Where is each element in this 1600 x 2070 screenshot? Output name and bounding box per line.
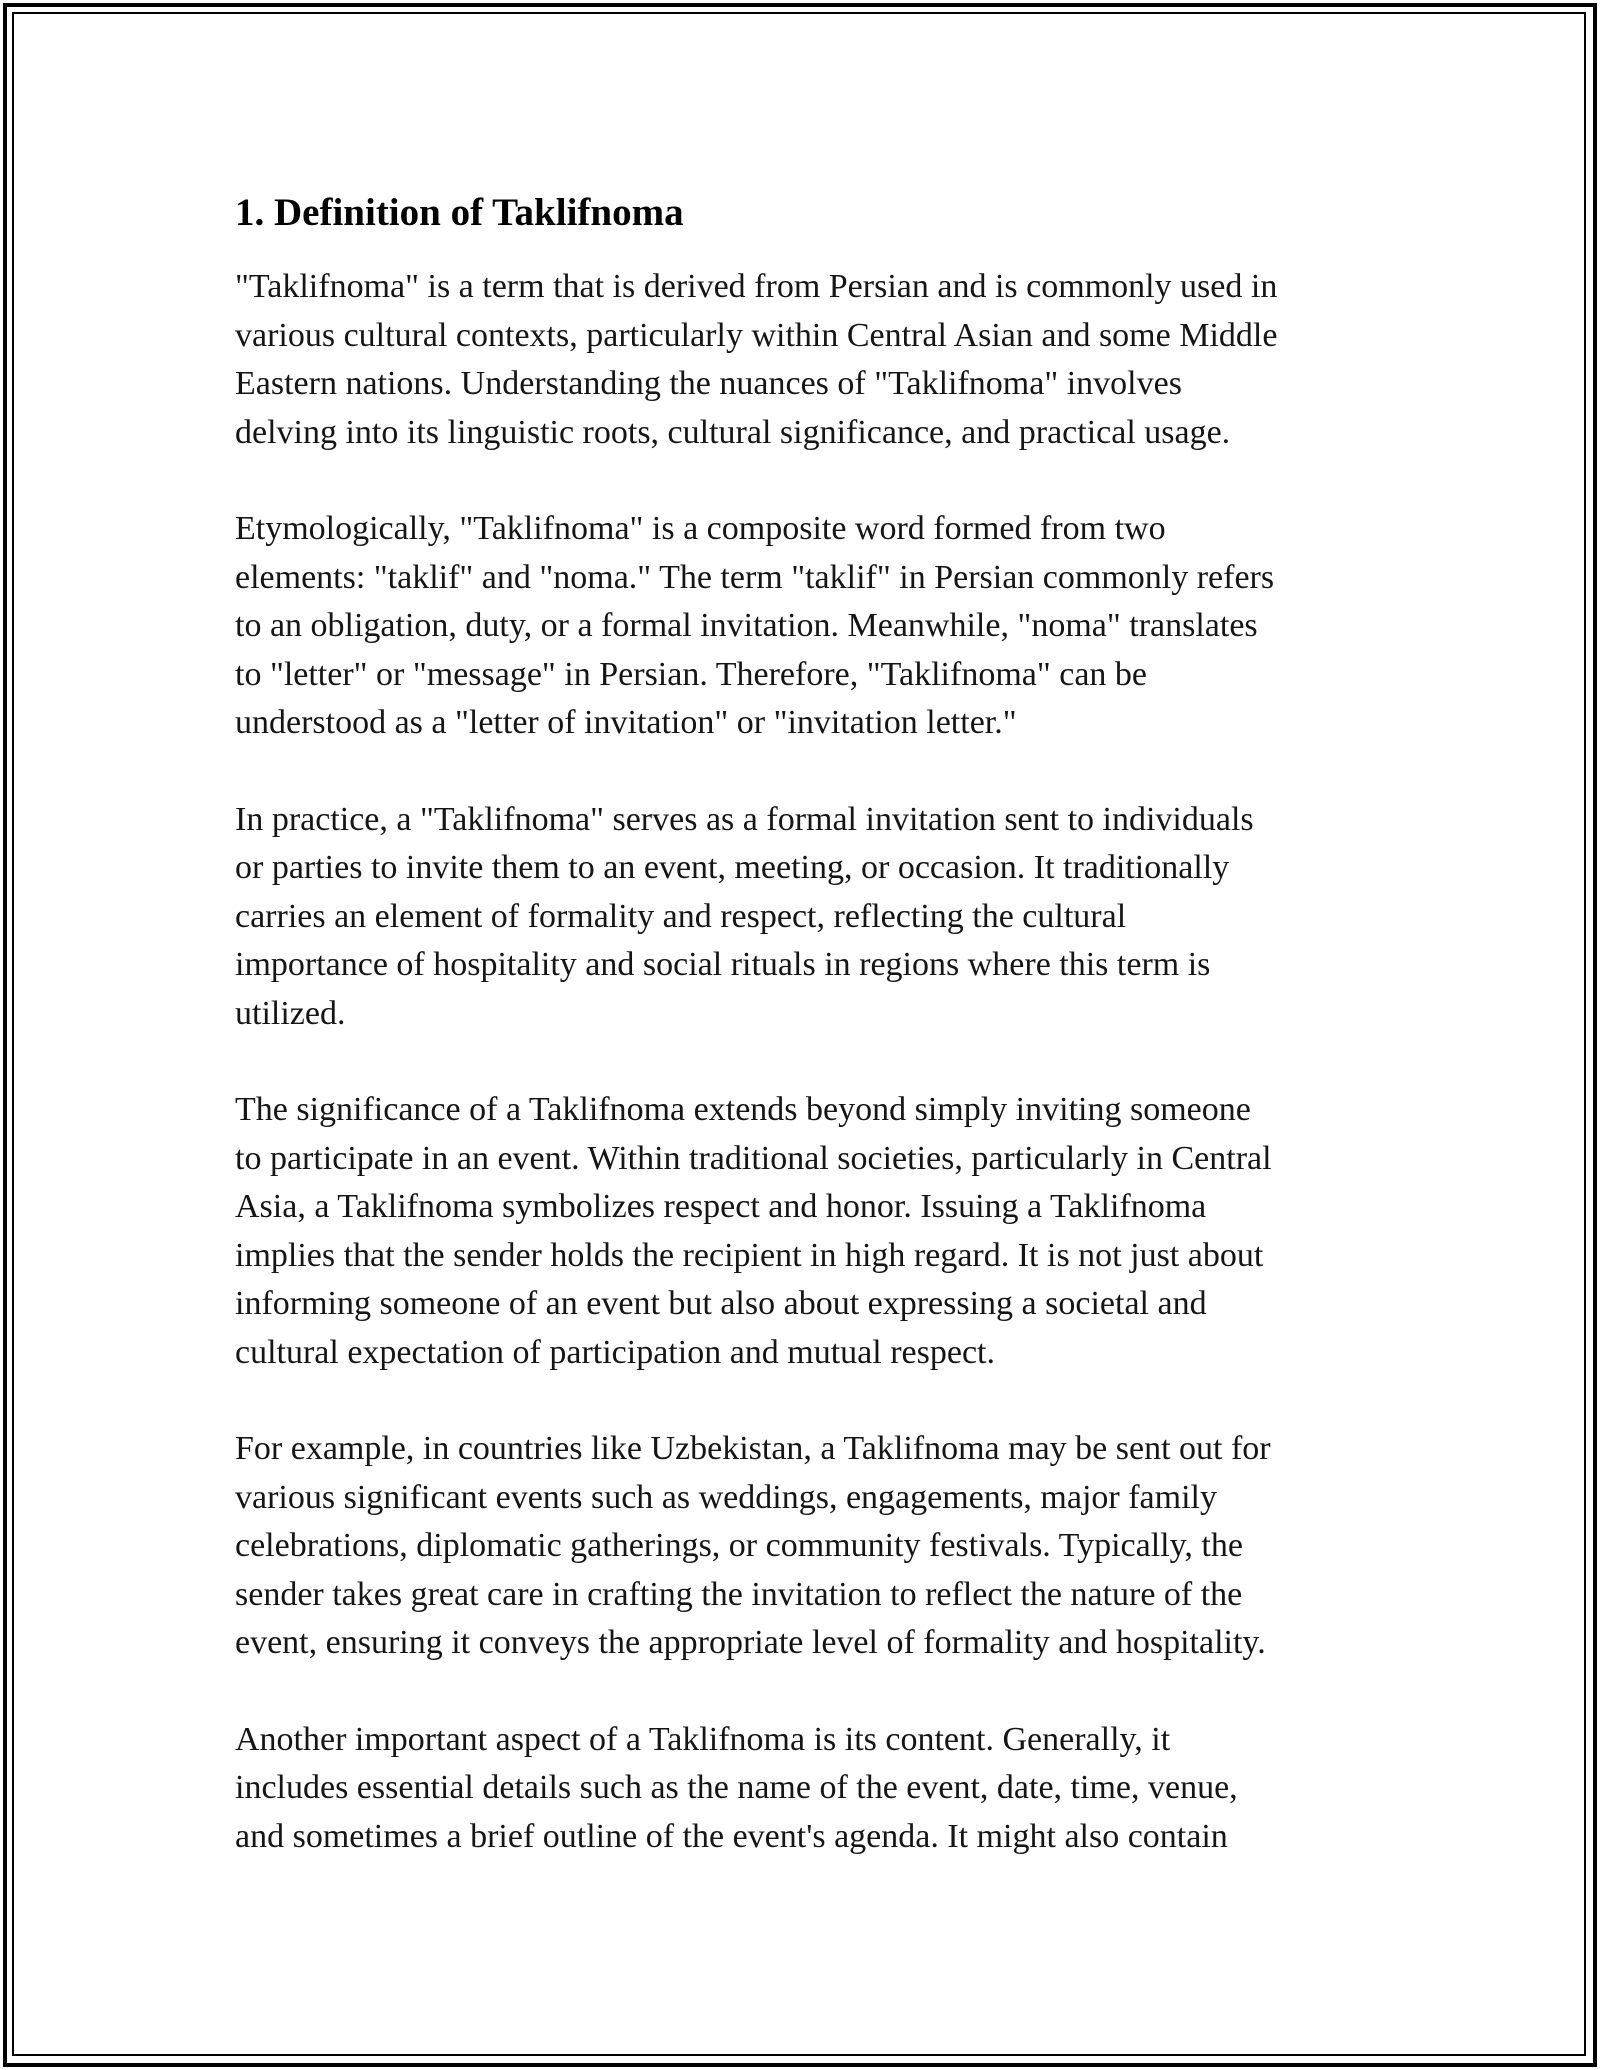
paragraph-line: to an obligation, duty, or a formal invitation. Meanwhile, "noma" translates — [235, 607, 1258, 644]
paragraph-line: celebrations, diplomatic gatherings, or community festivals. Typically, the — [235, 1527, 1243, 1564]
body-paragraph — [235, 796, 1365, 1039]
body-paragraph — [235, 1425, 1365, 1668]
paragraph-line: various significant events such as weddings, engagements, major family — [235, 1478, 1217, 1516]
paragraph-line: various cultural contexts, particularly within Central Asian and some Middle — [235, 316, 1278, 354]
paragraph-line: and sometimes a brief outline of the event's agenda. It might also contain — [235, 1817, 1228, 1855]
paragraph-line: Asia, a Taklifnoma symbolizes respect and honor. Issuing a Taklifnoma — [235, 1188, 1207, 1225]
paragraph-line: Eastern nations. Understanding the nuances of "Taklifnoma" involves — [235, 365, 1182, 402]
paragraph-line: importance of hospitality and social rituals in regions where this term is — [235, 946, 1211, 983]
paragraph-line: to "letter" or "message" in Persian. Therefore, "Taklifnoma" can be — [235, 655, 1148, 693]
body-paragraph — [235, 1086, 1365, 1377]
paragraph-line: elements: "taklif" and "noma." The term "taklif" in Persian commonly refers — [235, 558, 1275, 596]
paragraph-line: cultural expectation of participation and mutual respect. — [235, 1333, 995, 1371]
document-body — [235, 185, 1365, 1909]
paragraph-line: includes essential details such as the name of the event, date, time, venue, — [235, 1769, 1238, 1806]
paragraph-line: sender takes great care in crafting the invitation to reflect the nature of the — [235, 1575, 1243, 1613]
paragraph-list — [235, 263, 1365, 1861]
paragraph-line: Another important aspect of a Taklifnoma is its content. Generally, it — [235, 1720, 1171, 1758]
paragraph-line: to participate in an event. Within traditional societies, particularly in Central — [235, 1139, 1272, 1177]
paragraph-line: or parties to invite them to an event, meeting, or occasion. It traditionally — [235, 849, 1230, 886]
body-paragraph — [235, 263, 1365, 457]
paragraph-line: "Taklifnoma" is a term that is derived from Persian and is commonly used in — [235, 268, 1278, 305]
body-paragraph — [235, 505, 1365, 748]
section-heading: 1. Definition of Taklifnoma — [235, 191, 684, 234]
paragraph-line: In practice, a "Taklifnoma" serves as a formal invitation sent to individuals — [235, 800, 1254, 838]
paragraph-line: carries an element of formality and respect, reflecting the cultural — [235, 897, 1127, 935]
paragraph-line: implies that the sender holds the recipient in high regard. It is not just about — [235, 1236, 1264, 1274]
paragraph-line: informing someone of an event but also about expressing a societal and — [235, 1285, 1207, 1322]
paragraph-line: utilized. — [235, 994, 346, 1032]
paragraph-line: The significance of a Taklifnoma extends beyond simply inviting someone — [235, 1091, 1251, 1128]
paragraph-line: event, ensuring it conveys the appropriate level of formality and hospitality. — [235, 1624, 1266, 1661]
paragraph-line: delving into its linguistic roots, cultural significance, and practical usage. — [235, 413, 1231, 451]
body-paragraph — [235, 1716, 1365, 1862]
paragraph-line: understood as a "letter of invitation" or "invitation letter." — [235, 704, 1017, 741]
paragraph-line: For example, in countries like Uzbekistan, a Taklifnoma may be sent out for — [235, 1430, 1271, 1467]
paragraph-line: Etymologically, "Taklifnoma" is a composite word formed from two — [235, 510, 1166, 547]
